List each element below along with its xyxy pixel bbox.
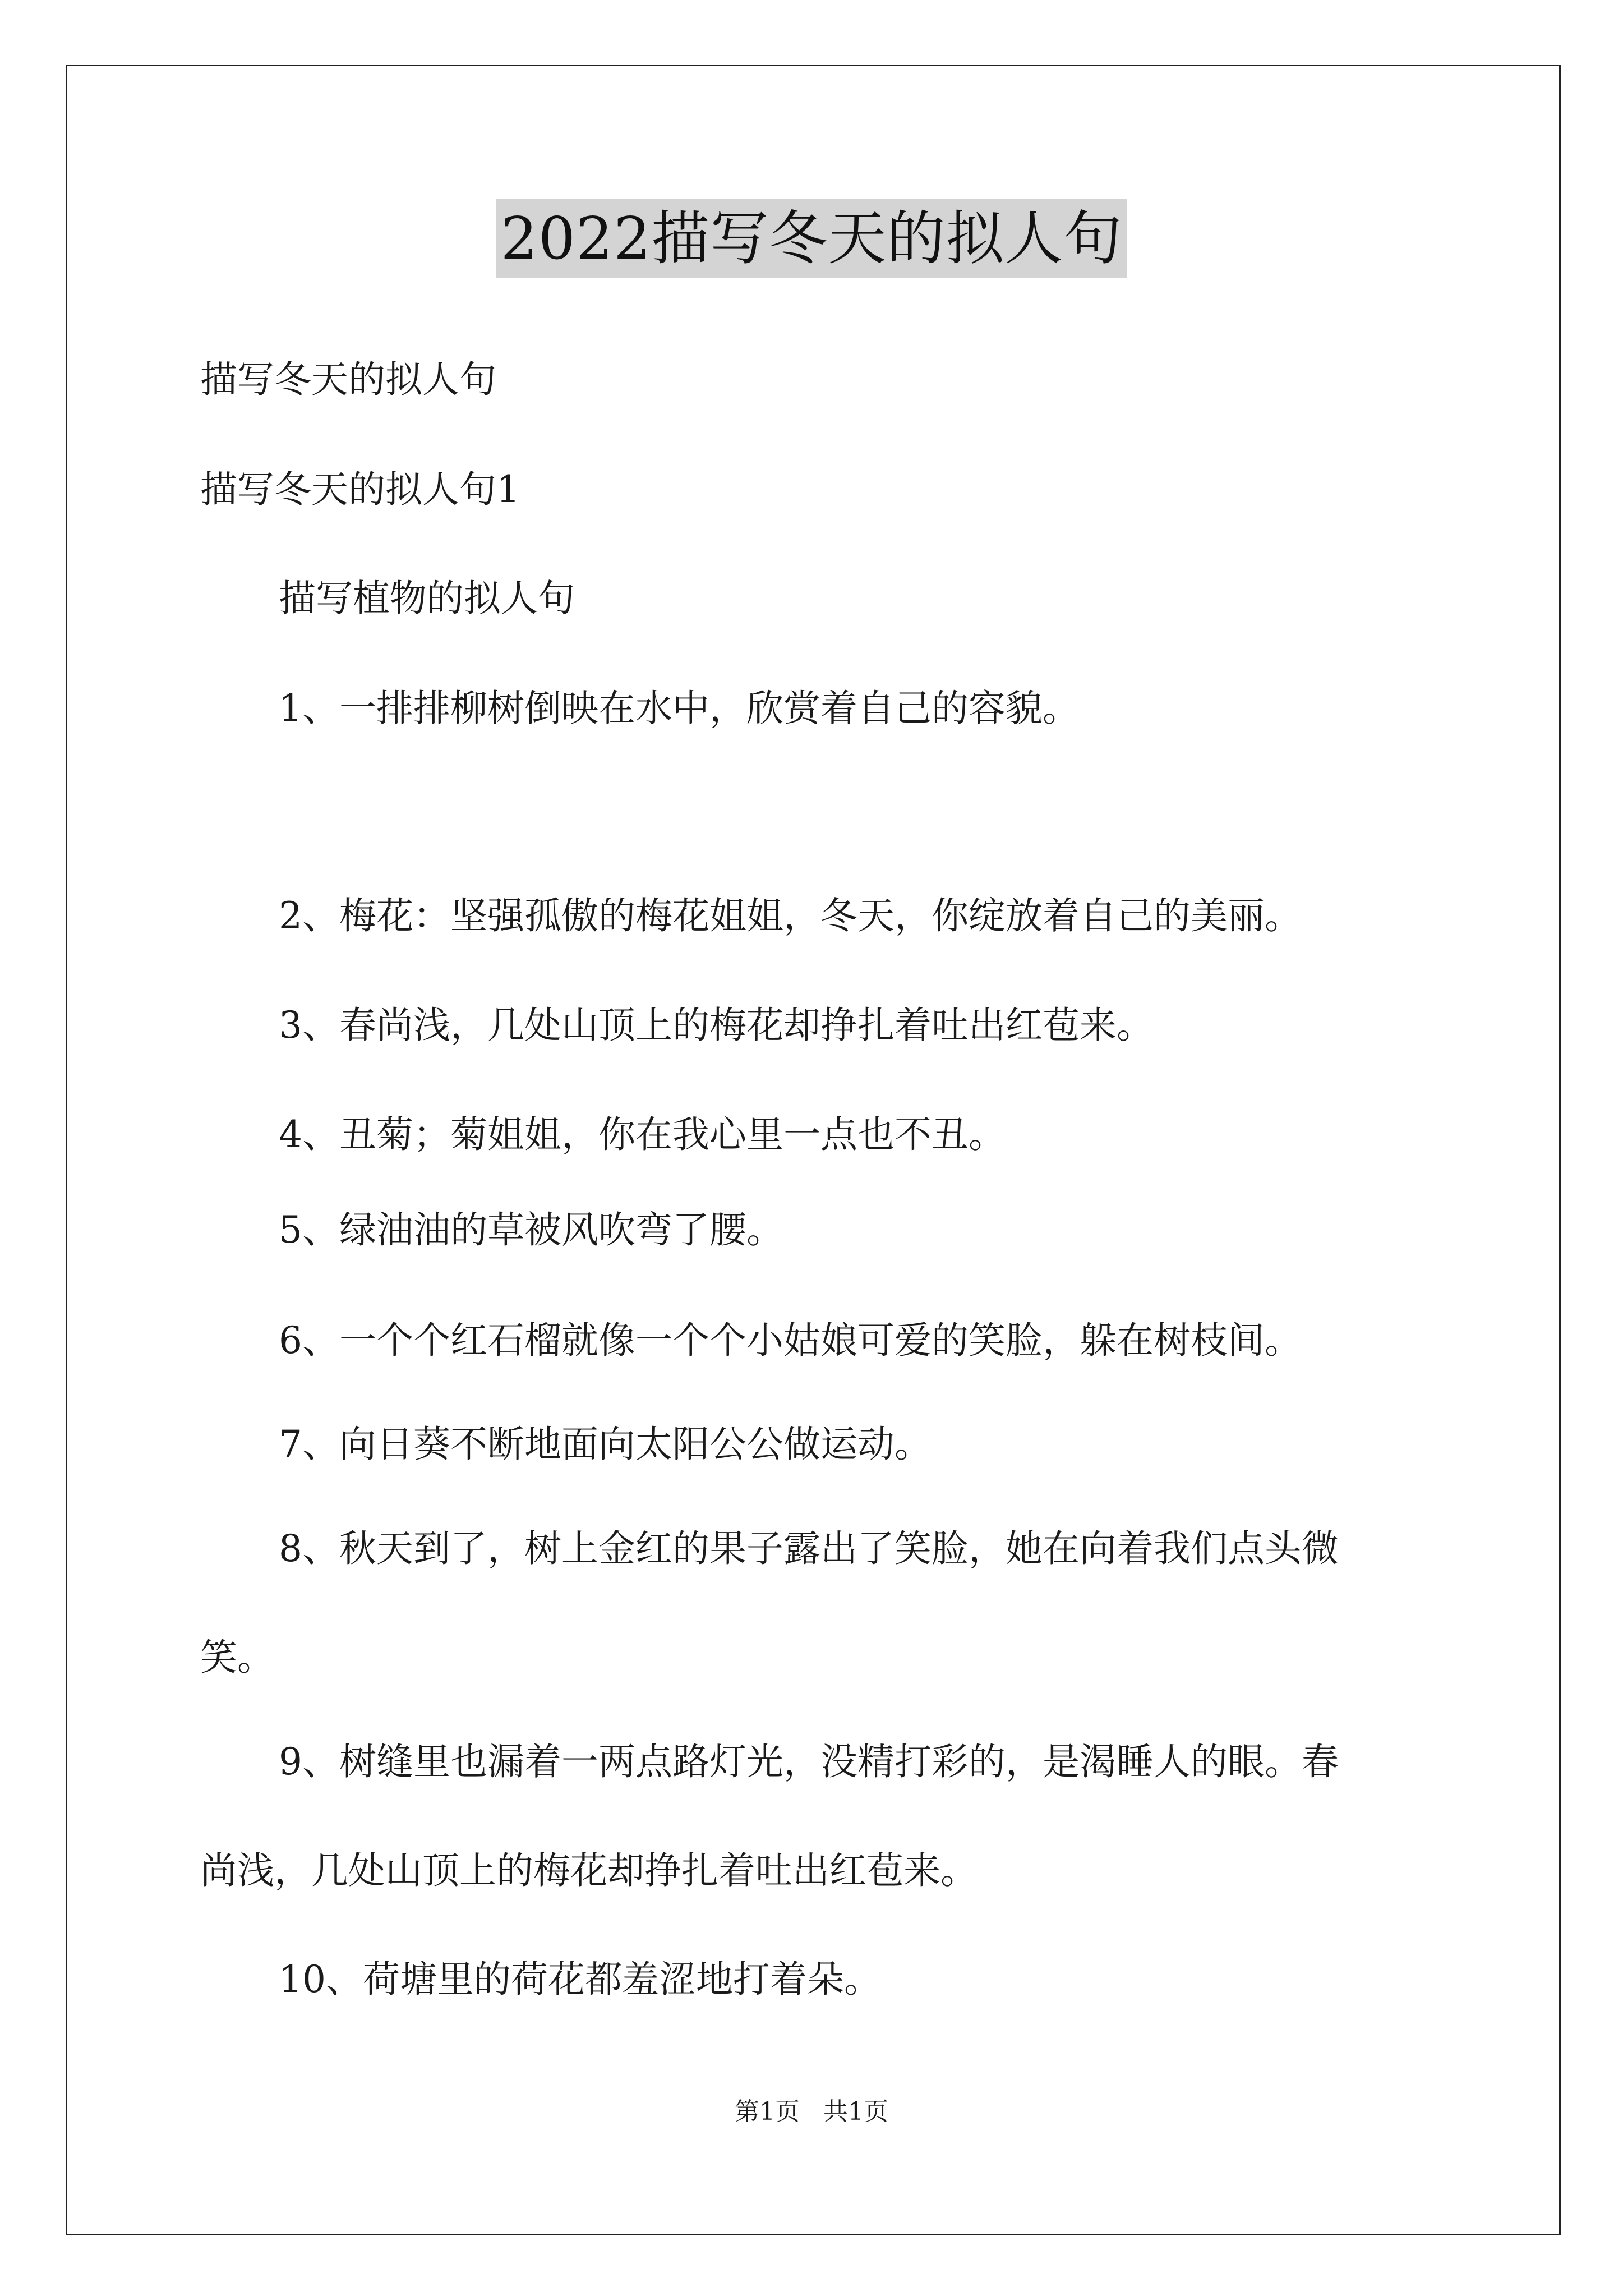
list-item: 5、绿油油的草被风吹弯了腰。 [279, 1208, 783, 1251]
list-item: 3、春尚浅，几处山顶上的梅花却挣扎着吐出红苞来。 [279, 1004, 1154, 1047]
list-item: 10、荷塘里的荷花都羞涩地打着朵。 [279, 1958, 881, 2001]
paragraph-line: 描写植物的拟人句 [279, 577, 575, 620]
page-number: 第1页 [735, 2097, 800, 2126]
list-item-continuation: 笑。 [200, 1636, 274, 1679]
page-footer [0, 2095, 1623, 2129]
paragraph-line: 描写冬天的拟人句1 [200, 468, 520, 511]
list-item: 8、秋天到了，树上金红的果子露出了笑脸，她在向着我们点头微 [279, 1527, 1339, 1570]
list-item: 4、丑菊；菊姐姐，你在我心里一点也不丑。 [279, 1113, 1006, 1156]
list-item: 6、一个个红石榴就像一个个小姑娘可爱的笑脸，躲在树枝间。 [279, 1319, 1302, 1362]
document-title: 2022描写冬天的拟人句 [496, 199, 1127, 278]
list-item: 7、向日葵不断地面向太阳公公做运动。 [279, 1423, 932, 1466]
title-container [0, 199, 1623, 278]
page-total: 共1页 [823, 2097, 888, 2126]
list-item: 9、树缝里也漏着一两点路灯光，没精打彩的，是渴睡人的眼。春 [279, 1740, 1339, 1783]
list-item-continuation: 尚浅，几处山顶上的梅花却挣扎着吐出红苞来。 [200, 1849, 978, 1892]
paragraph-line: 描写冬天的拟人句 [200, 358, 496, 401]
list-item: 2、梅花：坚强孤傲的梅花姐姐，冬天，你绽放着自己的美丽。 [279, 894, 1302, 937]
list-item: 1、一排排柳树倒映在水中，欣赏着自己的容貌。 [279, 687, 1080, 730]
